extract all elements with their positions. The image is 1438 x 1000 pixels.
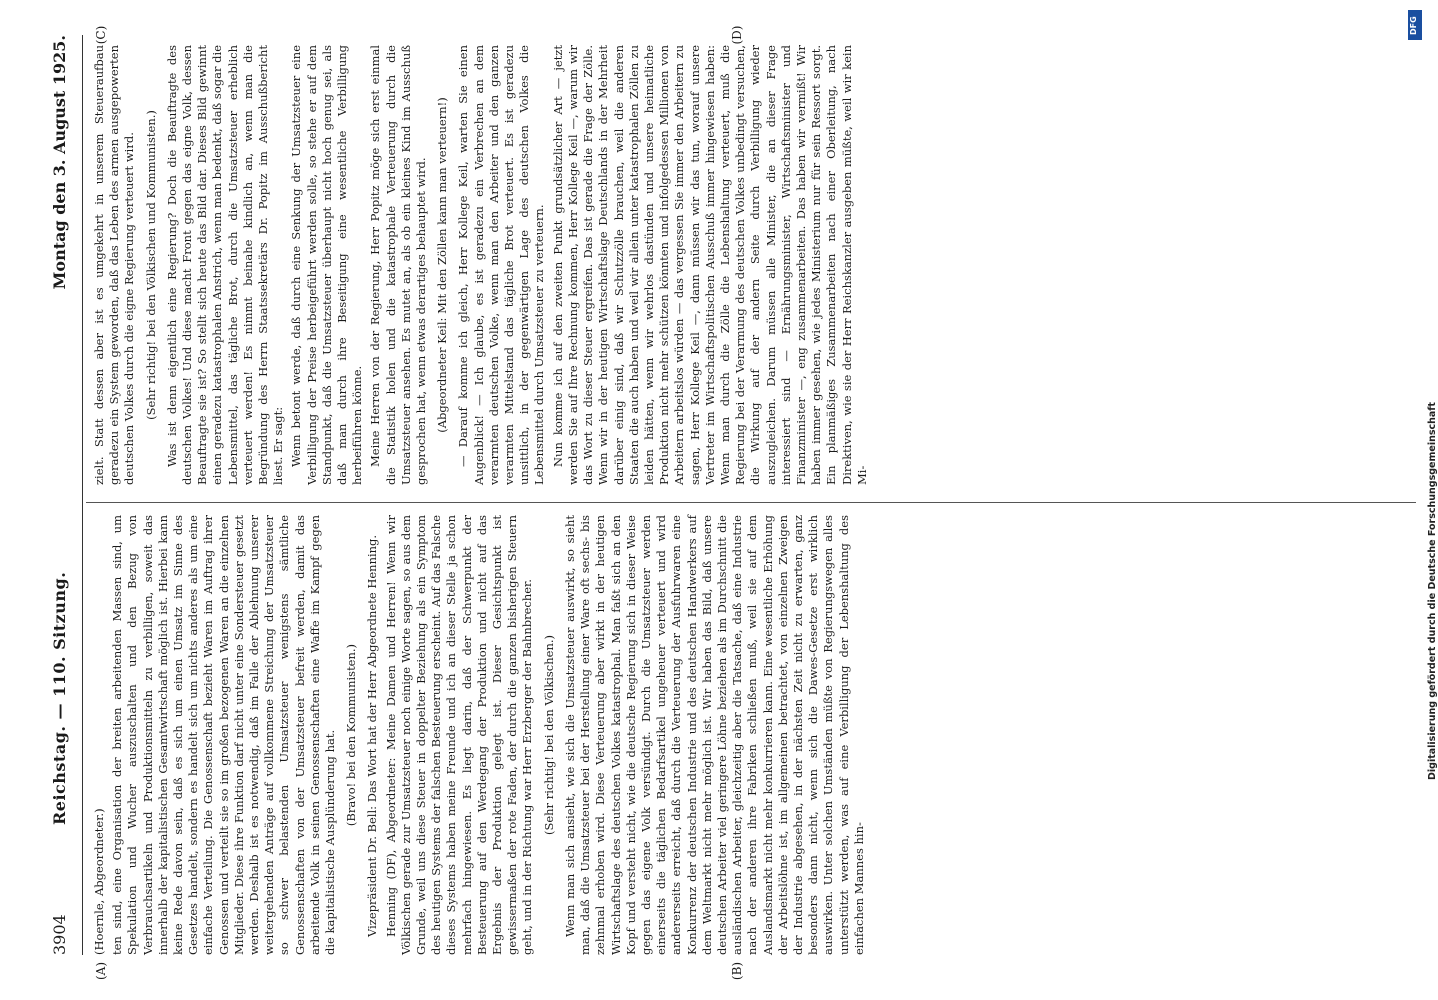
paragraph: (Hoernle, Abgeordneter.) xyxy=(92,808,106,955)
paragraph: (Bravo! bei den Kommunisten.) xyxy=(344,643,359,827)
paragraph: Meine Herren von der Regierung, Herr Popitz möge sich erst einmal die Statistik holen und die katastrophale Verteuerung durch die Umsatzsteuer ansehen. Es mutet an, als ob ein kleines Kind im Ausschuß gesprochen hat, wenn etwas derartiges behauptet wird. xyxy=(368,45,429,485)
header-session-title: Reichstag. — 110. Sitzung. xyxy=(50,571,69,825)
margin-marker-b: (B) xyxy=(730,961,744,981)
header-rule xyxy=(82,35,83,955)
margin-marker-c: (C) xyxy=(94,25,108,45)
paragraph: (Sehr richtig! bei den Völkischen und Kommunisten.) xyxy=(143,110,158,420)
page-header xyxy=(40,35,80,955)
paragraph: zielt. Statt dessen aber ist es umgekehrt in unserem Steueraufbau geradezu ein System geworden, daß das Leben des armen ausgepowerten deutschen Volkes durch die eigne Regierung verteuert wird. xyxy=(92,45,137,485)
paragraph: Henning (DF), Abgeordneter: Meine Damen und Herren! Wenn wir Völkischen gerade zur Umsatzsteuer noch einige Worte sagen, so aus dem Grunde, weil uns diese Steuer in doppelter Beziehung als ein Symptom des heutigen Systems der falschen Besteuerung erscheint. Auf das Falsche dieses Systems haben meine Freunde und ich an dieser Stelle ja schon mehrfach hingewiesen. Es liegt darin, daß der Schwerpunkt der Besteuerung auf den Werdegang der Produktion und nicht auf das Ergebnis der Produktion gelegt ist. Dieser Gesichtspunkt ist gewissermaßen der rote Faden, der durch die ganzen bisherigen Steuern geht, und in der Richtung war Herr Erzberger der Bahnbrecher. xyxy=(383,515,535,955)
column-divider xyxy=(86,502,1416,503)
digitization-credit xyxy=(1405,10,1438,990)
header-date-title: Montag den 3. August 1925. xyxy=(50,35,69,290)
paragraph: (Sehr richtig! bei den Völkischen.) xyxy=(541,634,556,836)
paragraph: Vizepräsident Dr. Bell: Das Wort hat der Herr Abgeordnete Henning. xyxy=(365,534,380,937)
margin-marker-d: (D) xyxy=(730,25,744,45)
dfg-logo: DFG xyxy=(1408,10,1422,40)
left-text-column xyxy=(92,515,1412,955)
right-text-column xyxy=(92,45,1412,485)
paragraph: Wenn betont werde, daß durch eine Senkung der Umsatzsteuer eine Verbilligung der Preise herbeigeführt werden solle, so stehe er auf dem Standpunkt, daß die Umsatzsteuer überhaupt nicht hoch genug sei, als daß man durch ihre Beseitigung eine wesentliche Verbilligung herbeiführen könne. xyxy=(289,45,365,485)
paragraph: Nun komme ich auf den zweiten Punkt grundsätzlicher Art — jetzt werden Sie auf Ihre Rechnung kommen, Herr Kollege Keil —, warum wir das Wort zu dieser Steuer ergreifen. Das ist gerade die Frage der Zölle. Wenn wir in der heutigen Wirtschaftslage Deutschlands in der Mehrheit darüber einig sind, daß wir Schutzzölle brauchen, weil die anderen Staaten die auch haben und weil wir allein unter katastrophalen Zöllen zu leiden hätten, wenn wir wehrlos dastünden und unsere heimatliche Produktion nicht mehr schützen könnten und infolgedessen Millionen von Arbeitern arbeitslos würden — das vergessen Sie immer den Arbeitern zu sagen, Herr Kollege Keil —, dann müssen wir das tun, worauf unsere Vertreter im Wirtschaftspolitischen Ausschuß immer hingewiesen haben: Wenn man durch die Zölle die Lebenshaltung verteuert, muß die Regierung bei der Verarmung des deutschen Volkes unbedingt versuchen, die Wirkung auf der andern Seite durch Verbilligung wieder auszugleichen. Darum müssen alle Minister, die an dieser Frage interessiert sind — Ernährungsminister, Wirtschaftsminister und Finanzminister —, eng zusammenarbeiten. Das haben wir vermißt! Wir haben immer gesehen, wie jedes Ministerium nur für sein Ressort sorgt. Ein planmäßiges Zusammenarbeiten nach einer Oberleitung, nach Direktiven, wie sie der Herr Reichskanzler ausgeben müßte, weil wir kein Mi- xyxy=(550,45,869,485)
margin-marker-a: (A) xyxy=(94,961,108,981)
paragraph: ten sind, eine Organisation der breiten arbeitenden Massen sind, um Spekulation und Wucher auszuschalten und den Bezug von Verbrauchsartikeln und Produktionsmitteln zu verbilligen, soweit das innerhalb der kapitalistischen Gesamtwirtschaft möglich ist. Hierbei kann keine Rede davon sein, daß es sich um einen Umsatz im Sinne des Gesetzes handelt, sondern es handelt sich um nichts anderes als um eine einfache Verteilung. Die Genossenschaft bezieht Waren im Auftrag ihrer Genossen und verteilt sie so im großen bezogenen Waren an die einzelnen Mitglieder. Diese ihre Funktion darf nicht unter eine Sondersteuer gesetzt werden. Deshalb ist es notwendig, daß im Falle der Ablehnung unserer weitergehenden Anträge auf vollkommene Streichung der Umsatzsteuer so schwer belastenden Umsatzsteuer wenigstens sämtliche Genossenschaften von der Umsatzsteuer befreit werden, damit das arbeitende Volk in seinen Genossenschaften eine Waffe im Kampf gegen die kapitalistische Ausplünderung hat. xyxy=(110,515,338,955)
paragraph: (Abgeordneter Keil: Mit den Zöllen kann man verteuern!) xyxy=(435,97,450,433)
credit-text: Digitalisierung gefördert durch die Deutsche Forschungsgemeinschaft xyxy=(1427,402,1438,780)
paragraph: Wenn man sich ansieht, wie sich die Umsatzsteuer auswirkt, so sieht man, daß die Umsatzsteuer bei der Herstellung einer Ware oft sechs- bis zehnmal erhoben wird. Diese Verteuerung aber wirkt in der heutigen Wirtschaftslage des deutschen Volkes katastrophal. Man faßt sich an den Kopf und versteht nicht, wie die deutsche Regierung sich in dieser Weise gegen das eigene Volk versündigt. Durch die Umsatzsteuer werden einerseits die täglichen Bedarfsartikel ungeheuer verteuert und wird andererseits erreicht, daß durch die Verteuerung der Ausfuhrwaren eine Konkurrenz der deutschen Industrie und des deutschen Handwerkers auf dem Weltmarkt nicht mehr möglich ist. Wir haben das Bild, daß unsere deutschen Arbeiter viel geringere Löhne beziehen als im Durchschnitt die ausländischen Arbeiter, gleichzeitig aber die Tatsache, daß eine Industrie nach der anderen ihre Fabriken schließen muß, weil sie auf dem Auslandsmarkt nicht mehr konkurrieren kann. Eine wesentliche Erhöhung der Arbeitslöhne ist, im allgemeinen betrachtet, von einzelnen Zweigen der Industrie abgesehen, in der nächsten Zeit nicht zu erwarten, ganz besonders dann nicht, wenn sich die Dawes-Gesetze erst wirklich auswirken. Unter solchen Umständen müßte von Regierungswegen alles unterstützt werden, was auf eine Verbilligung der Lebenshaltung des einfachen Mannes hin- xyxy=(562,515,866,955)
page-number: 3904 xyxy=(50,914,69,955)
paragraph: — Darauf komme ich gleich, Herr Kollege Keil, warten Sie einen Augenblick! — Ich glaube, es ist geradezu ein Verbrechen an dem verarmten deutschen Volke, wenn man den Arbeiter und den ganzen verarmten Mittelstand das tägliche Brot verteuert. Es ist geradezu unsittlich, in der gegenwärtigen Lage des deutschen Volkes die Lebensmittel durch Umsatzsteuer zu verteuern. xyxy=(456,45,547,485)
paragraph: Was ist denn eigentlich eine Regierung? Doch die Beauftragte des deutschen Volkes! Und diese macht Front gegen das eigne Volk, dessen Beauftragte sie ist? So stellt sich heute das Bild dar. Dieses Bild gewinnt einen geradezu katastrophalen Anstrich, wenn man bedenkt, daß sogar die Lebensmittel, das tägliche Brot, durch die Umsatzsteuer erheblich verteuert werden! Es nimmt beinahe kindlich an, wenn man die Begründung des Herrn Staatssekretärs Dr. Popitz im Ausschußbericht liest. Er sagt: xyxy=(164,45,286,485)
